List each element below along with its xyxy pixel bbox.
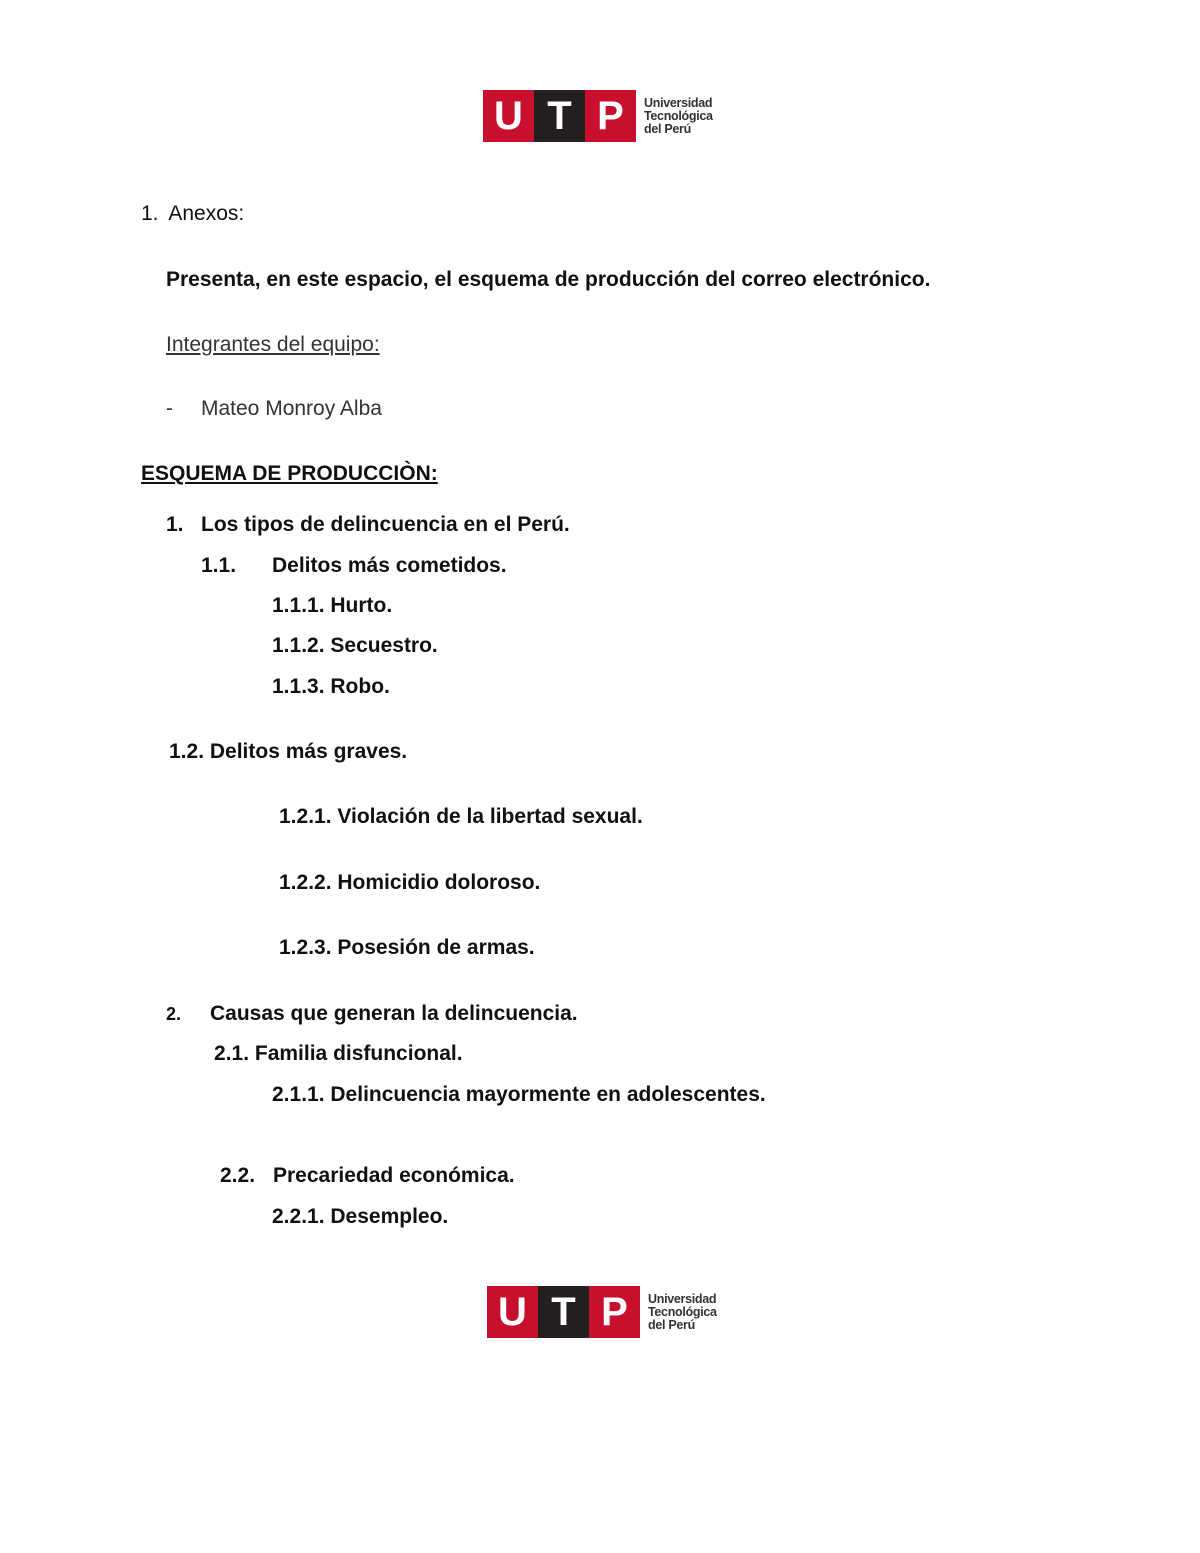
outline-item-number: 2.2.1. [272, 1205, 325, 1228]
outline-item-text: Los tipos de delincuencia en el Perú. [201, 513, 570, 536]
outline-item [214, 1042, 463, 1066]
logo-letter-u: U [483, 90, 534, 142]
outline-item-number: 1. [166, 513, 184, 536]
outline-item-text: Delitos más graves. [209, 740, 408, 763]
logo-line-1: Universidad [644, 95, 713, 110]
outline-item [169, 740, 407, 764]
outline-item-text: Robo. [330, 675, 390, 698]
outline-item-number: 2. [166, 1004, 182, 1024]
outline-item-text: Delitos más cometidos. [272, 554, 507, 577]
outline-item-text: Delincuencia mayormente en adolescentes. [330, 1083, 766, 1106]
outline-item-number: 1.2.3. [279, 936, 332, 959]
logo-line-1: Universidad [648, 1291, 717, 1306]
outline-item-number: 2.1.1. [272, 1083, 325, 1106]
outline-item [272, 675, 390, 699]
outline-item-text: Homicidio doloroso. [337, 871, 541, 894]
logo-wordmark [644, 97, 713, 136]
outline-item-text: Violación de la libertad sexual. [337, 805, 643, 828]
outline-item [272, 1083, 766, 1107]
outline-item-number: 2.1. [214, 1042, 250, 1065]
outline-item-text: Hurto. [330, 594, 393, 617]
outline-item-number: 1.1.2. [272, 634, 325, 657]
outline-item [220, 1164, 515, 1188]
outline-item-text: Posesión de armas. [337, 936, 535, 959]
outline-item-text: Familia disfuncional. [254, 1042, 463, 1065]
outline-item-text: Causas que generan la delincuencia. [210, 1002, 578, 1025]
section-heading [141, 202, 244, 226]
outline-item [279, 805, 643, 829]
logo-letter-t: T [538, 1286, 589, 1338]
section-heading-text: Anexos: [168, 202, 245, 225]
outline-item-number: 1.1.1. [272, 594, 325, 617]
outline-item-number: 1.2. [169, 740, 205, 763]
outline-item-text: Precariedad económica. [273, 1164, 515, 1187]
logo-line-3: del Perú [648, 1317, 695, 1332]
outline-item [279, 871, 540, 895]
instruction-text: Presenta, en este espacio, el esquema de producción del correo electrónico. [166, 268, 931, 291]
team-label: Integrantes del equipo: [166, 333, 380, 356]
logo-letter-u: U [487, 1286, 538, 1338]
logo-letter-p: P [585, 90, 636, 142]
outline-item-number: 2.2. [220, 1164, 256, 1187]
team-member-bullet: - [166, 397, 173, 420]
outline-item [272, 594, 392, 618]
utp-logo-mark [483, 90, 636, 142]
team-member-name: Mateo Monroy Alba [201, 397, 382, 420]
outline-item-text: Secuestro. [330, 634, 438, 657]
outline-item-number: 1.1.3. [272, 675, 325, 698]
logo-line-2: Tecnológica [648, 1304, 717, 1319]
team-member [166, 397, 382, 421]
utp-logo-bottom [487, 1286, 717, 1338]
logo-line-3: del Perú [644, 121, 691, 136]
logo-letter-t: T [534, 90, 585, 142]
outline-item [279, 936, 535, 960]
outline-item-text: Desempleo. [330, 1205, 449, 1228]
logo-line-2: Tecnológica [644, 108, 713, 123]
outline-item-number: 1.1. [201, 554, 237, 577]
outline-item [272, 1205, 448, 1229]
logo-letter-p: P [589, 1286, 640, 1338]
outline-item [272, 634, 438, 658]
outline-item [166, 513, 570, 537]
outline-item [201, 554, 507, 578]
schema-title: ESQUEMA DE PRODUCCIÒN: [141, 462, 438, 485]
outline-item-number: 1.2.1. [279, 805, 332, 828]
utp-logo-top [483, 90, 713, 142]
outline-item [166, 1002, 578, 1026]
section-heading-number: 1. [141, 202, 159, 225]
logo-wordmark [648, 1293, 717, 1332]
utp-logo-mark [487, 1286, 640, 1338]
outline-item-number: 1.2.2. [279, 871, 332, 894]
